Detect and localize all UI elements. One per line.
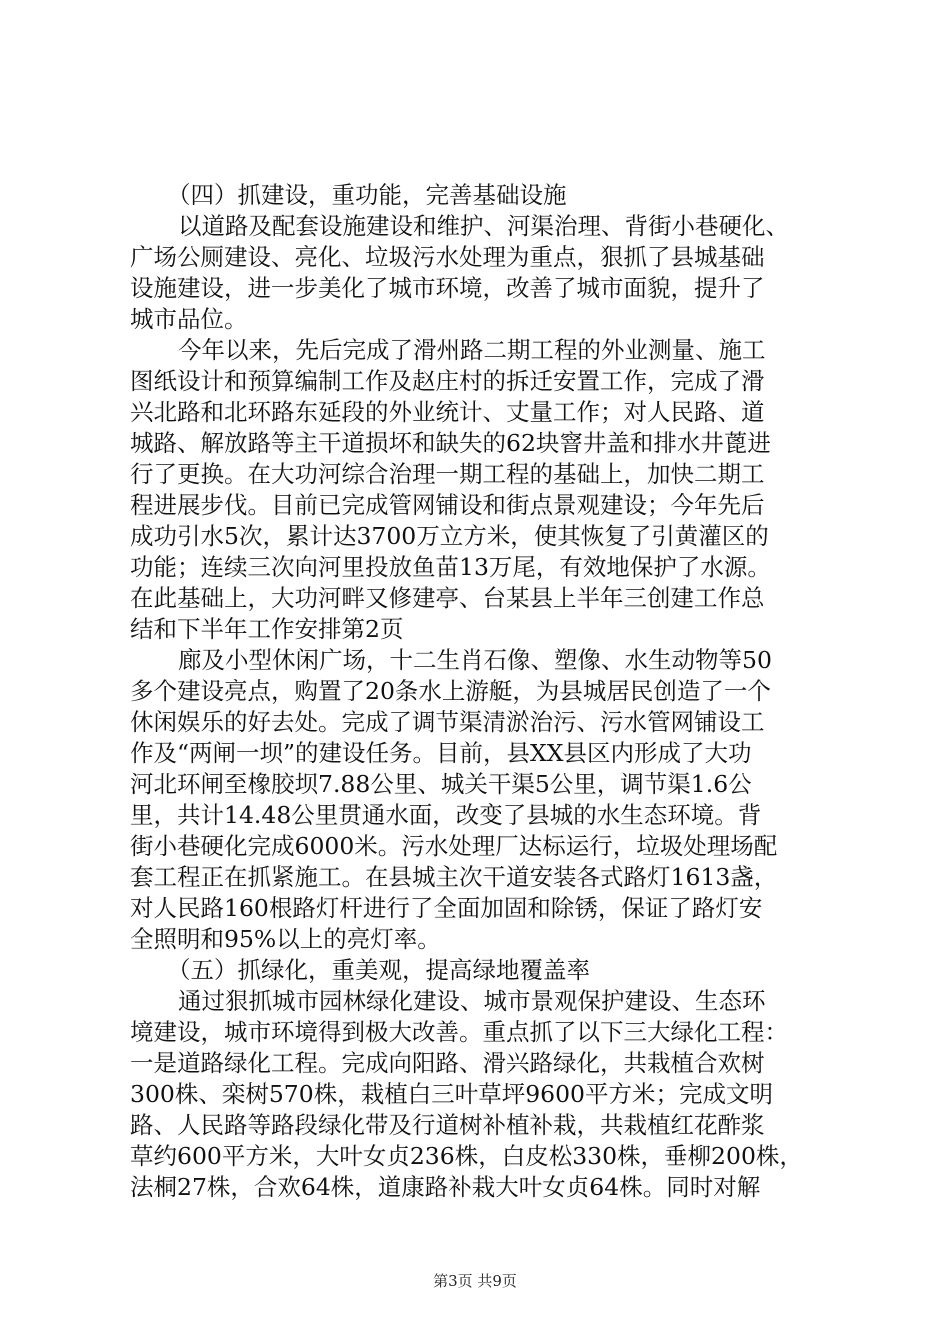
page-footer: 第3页 共9页 bbox=[433, 1272, 517, 1290]
text-line: （四）抓建设，重功能，完善基础设施 bbox=[167, 181, 567, 209]
text-line: 以道路及配套设施建设和维护、河渠治理、背街小巷硬化、 bbox=[178, 212, 789, 240]
text-line: 街小巷硬化完成6000米。污水处理厂达标运行，垃圾处理场配 bbox=[130, 832, 778, 860]
text-line: 行了更换。在大功河综合治理一期工程的基础上，加快二期工 bbox=[130, 460, 765, 488]
text-line: 路、人民路等路段绿化带及行道树补植补栽，共栽植红花酢浆 bbox=[130, 1111, 765, 1139]
text-line: 境建设，城市环境得到极大改善。重点抓了以下三大绿化工程： bbox=[130, 1018, 788, 1046]
text-line: 设施建设，进一步美化了城市环境，改善了城市面貌，提升了 bbox=[130, 274, 765, 302]
text-line: 程进展步伐。目前已完成管网铺设和街点景观建设；今年先后 bbox=[130, 491, 765, 519]
text-line: 300株、栾树570株，栽植白三叶草坪9600平方米；完成文明 bbox=[130, 1080, 774, 1108]
text-line: 套工程正在抓紧施工。在县城主次干道安装各式路灯1613盏， bbox=[130, 863, 778, 891]
text-line: 功能；连续三次向河里投放鱼苗13万尾，有效地保护了水源。 bbox=[130, 553, 771, 581]
text-line: 城路、解放路等主干道损坏和缺失的62块窨井盖和排水井蓖进 bbox=[130, 429, 771, 457]
text-line: 河北环闸至橡胶坝7.88公里、城关干渠5公里，调节渠1.6公 bbox=[130, 770, 752, 798]
text-line: 兴北路和北环路东延段的外业统计、丈量工作；对人民路、道 bbox=[130, 398, 765, 426]
text-line: 作及“两闸一坝”的建设任务。目前，县XX县区内形成了大功 bbox=[130, 739, 752, 767]
text-line: 在此基础上，大功河畔又修建亭、台某县上半年三创建工作总 bbox=[130, 584, 765, 612]
text-line: 廊及小型休闲广场，十二生肖石像、塑像、水生动物等50 bbox=[178, 646, 772, 674]
text-line: 通过狠抓城市园林绿化建设、城市景观保护建设、生态环 bbox=[178, 987, 766, 1015]
text-line: 多个建设亮点，购置了20条水上游艇，为县城居民创造了一个 bbox=[130, 677, 771, 705]
text-line: 成功引水5次，累计达3700万立方米，使其恢复了引黄灌区的 bbox=[130, 522, 769, 550]
text-line: 城市品位。 bbox=[130, 305, 248, 333]
text-line: 结和下半年工作安排第2页 bbox=[130, 615, 404, 643]
text-line: 草约600平方米，大叶女贞236株，白皮松330株，垂柳200株， bbox=[130, 1142, 803, 1170]
text-line: 休闲娱乐的好去处。完成了调节渠清淤治污、污水管网铺设工 bbox=[130, 708, 765, 736]
text-line: 广场公厕建设、亮化、垃圾污水处理为重点，狠抓了县城基础 bbox=[130, 243, 765, 271]
text-line: 对人民路160根路灯杆进行了全面加固和除锈，保证了路灯安 bbox=[130, 894, 763, 922]
text-line: 法桐27株，合欢64株，道康路补栽大叶女贞64株。同时对解 bbox=[130, 1173, 761, 1201]
text-line: 全照明和95%以上的亮灯率。 bbox=[130, 925, 441, 953]
text-line: 今年以来，先后完成了滑州路二期工程的外业测量、施工 bbox=[178, 336, 766, 364]
text-line: （五）抓绿化，重美观，提高绿地覆盖率 bbox=[167, 956, 590, 984]
text-line: 一是道路绿化工程。完成向阳路、滑兴路绿化，共栽植合欢树 bbox=[130, 1049, 765, 1077]
text-line: 图纸设计和预算编制工作及赵庄村的拆迁安置工作，完成了滑 bbox=[130, 367, 765, 395]
text-line: 里，共计14.48公里贯通水面，改变了县城的水生态环境。背 bbox=[130, 801, 762, 829]
